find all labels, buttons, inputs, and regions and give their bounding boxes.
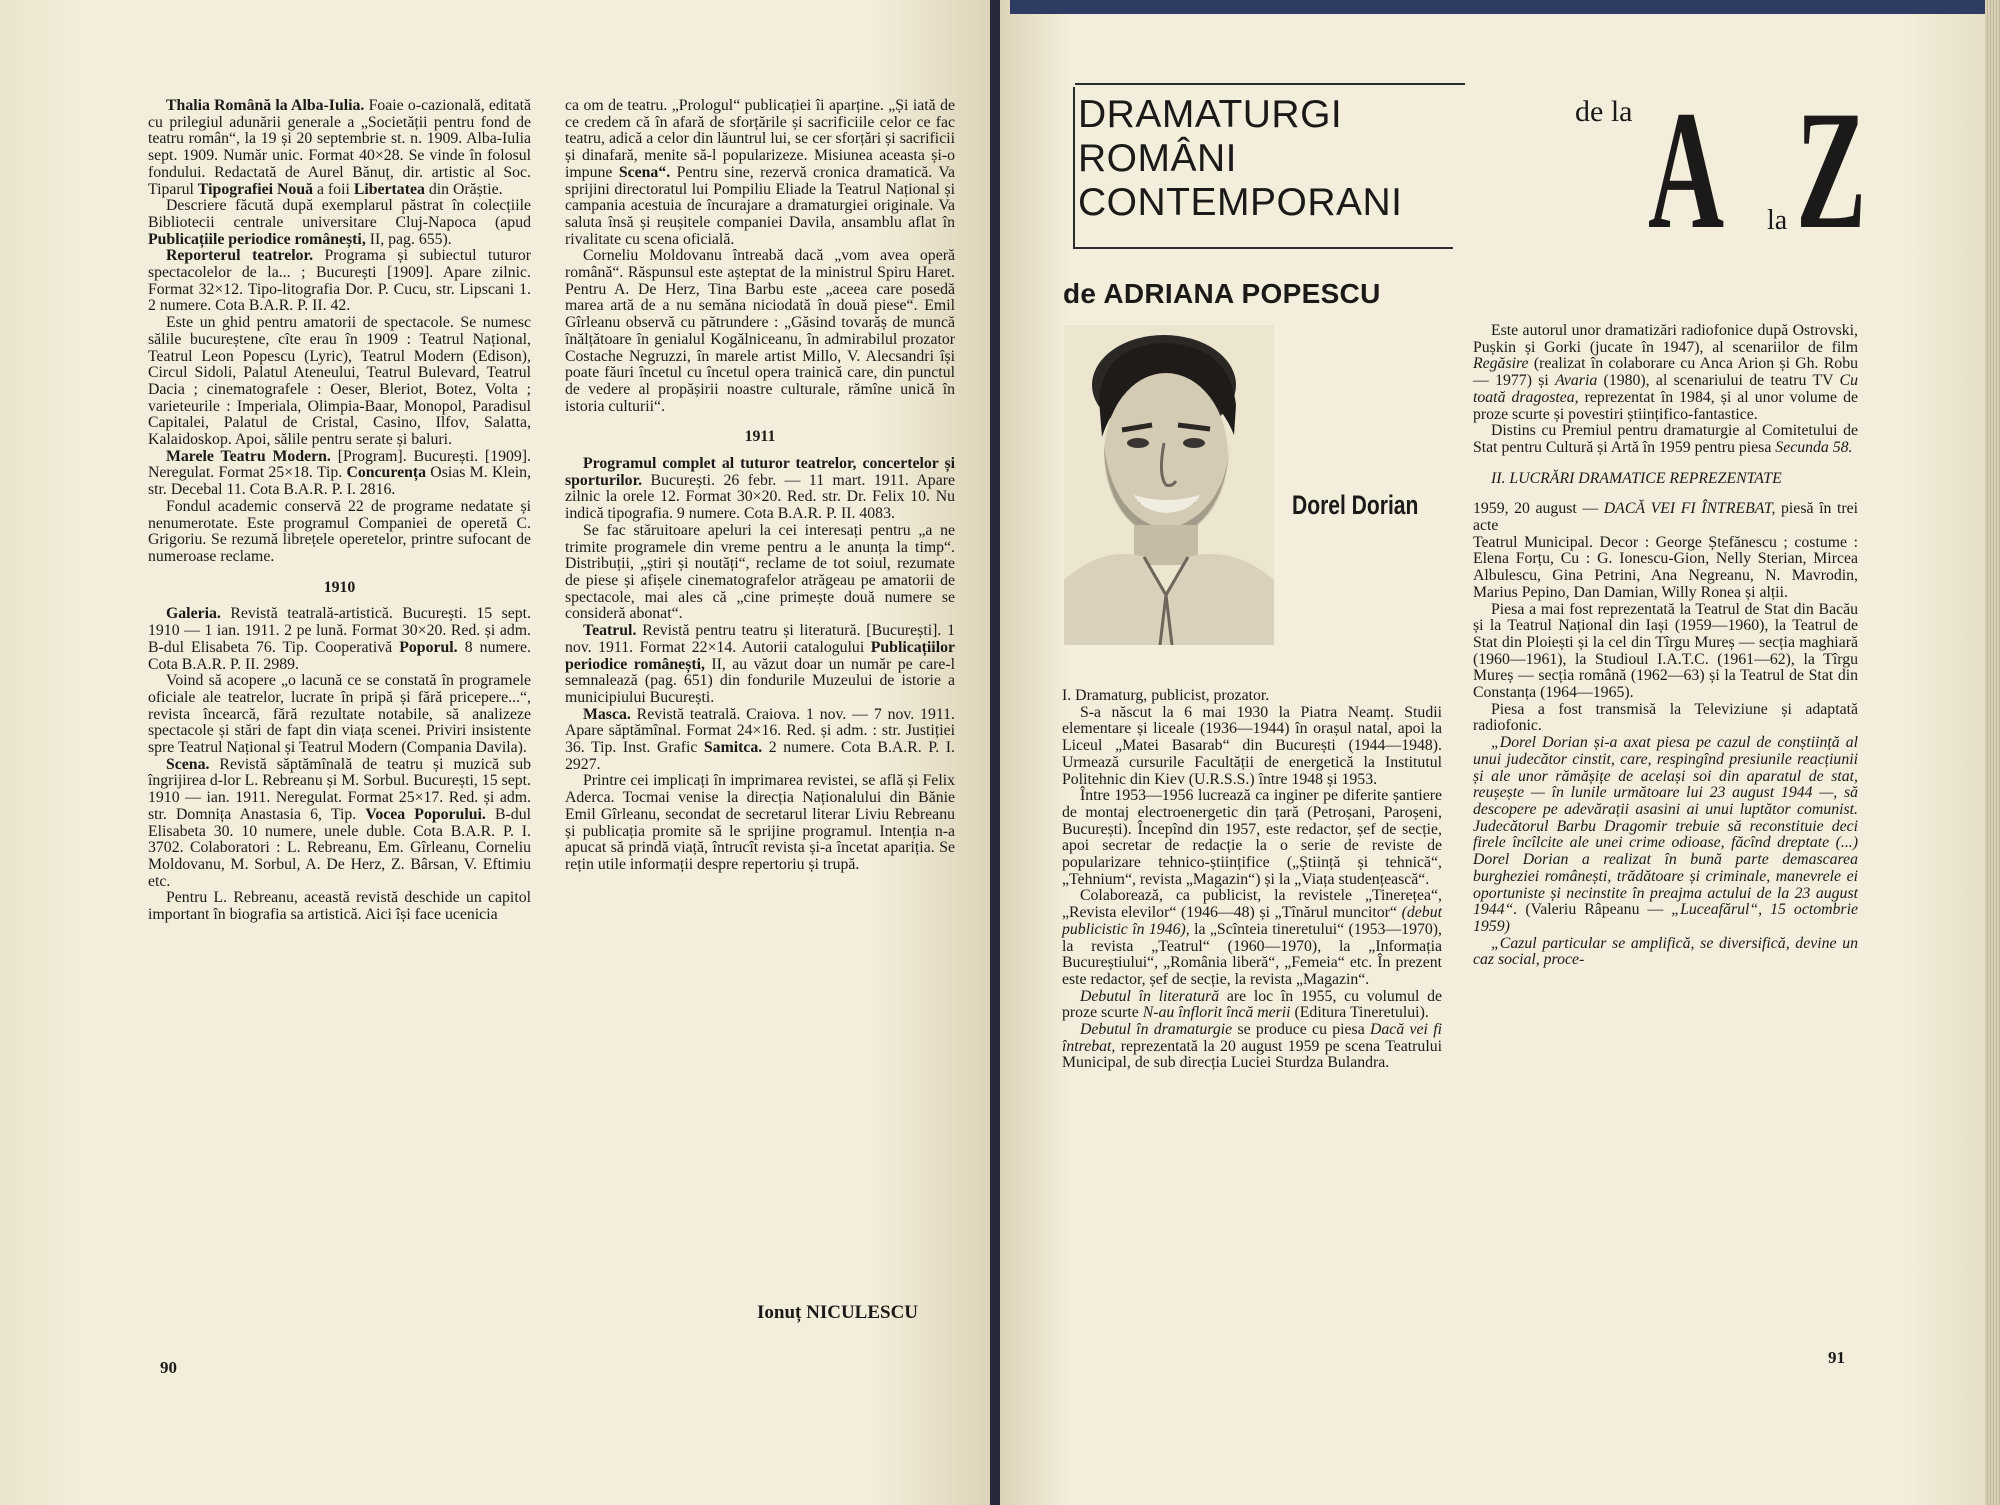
entry-text: reprezentat în 1984, și al unor volume de proze scurte și povestiri științifico-fantastice. (1473, 388, 1858, 423)
entry-text: a foii (313, 180, 354, 198)
entry-title: Marele Teatru Modern. (166, 447, 331, 465)
entry-text: reprezentată la 20 august 1959 pe scena Teatrului Municipal, de sub direcția Luciei Sturdza Bulandra. (1062, 1037, 1442, 1072)
paragraph (565, 98, 955, 248)
paragraph (148, 198, 531, 248)
entry-masca (565, 707, 955, 774)
entry-text: piesă în trei acte (1473, 500, 1858, 535)
title-line: DRAMATURGI (1078, 93, 1343, 136)
entry-text: II, au văzut doar un număr pe care-l semnalează (pag. 651) din fondurile Muzeului de istorie a municipiului București. (565, 655, 956, 706)
entry-text: (Editura Tineretului). (1290, 1004, 1429, 1022)
entry-programul (565, 456, 955, 523)
entry-marele-teatru (148, 449, 531, 499)
entry-title: Galeria. (166, 605, 221, 623)
right-column-1 (1062, 688, 1442, 1072)
entry-text: din Orăștie. (424, 180, 503, 198)
entry-title: Scena. (166, 755, 210, 773)
big-letter-z: Z (1796, 76, 1867, 264)
paragraph: Printre cei implicați în imprimarea revistei, se află și Felix Aderca. Tocmai venise la direcția Naționalului din Bănie Emil Gîrleanu, secondat de secretarul literar Liviu Rebreanu și publicația promite să le sprijine programul. Intenția n-a apucat să prindă viață, întrucît revista și-a încetat apariția. Se rețin utile informații despre repertoriu și trupă. (565, 772, 955, 873)
paragraph: I. Dramaturg, publicist, prozator. (1062, 687, 1270, 704)
paragraph (1473, 423, 1858, 456)
byline: de ADRIANA POPESCU (1063, 278, 1381, 309)
author-photo (1064, 325, 1274, 645)
binding-edge (1010, 0, 1985, 14)
entry-italic: Debutul în dramaturgie (1080, 1021, 1233, 1039)
paragraph (1062, 1022, 1442, 1072)
entry-reporterul (148, 248, 531, 315)
paragraph: S-a născut la 6 mai 1930 la Piatra Neamț. Studii elementare și liceale (1936—1944) în orașul natal, apoi la Liceul „Matei Basarab“ din București (1944—1948). Urmează cursurile Facultății de energetică la Institutul Politehnic din Kiev (U.R.S.S.) între 1948 și 1953. (1062, 703, 1442, 788)
entry-italic: Debutul în literatură (1080, 987, 1220, 1005)
paragraph (1473, 323, 1858, 423)
entry-bold: Publicațiilor periodice românești, (565, 638, 955, 673)
quote-paragraph (1473, 735, 1858, 935)
entry-text: se produce cu piesa (1232, 1021, 1370, 1039)
entry-text: are loc în 1955, cu volumul de proze scurte (1062, 987, 1442, 1022)
entry-title: Masca. (583, 705, 631, 723)
entry-italic: DACĂ VEI FI ÎNTREBAT, (1603, 500, 1776, 518)
title-line: CONTEMPORANI (1078, 181, 1403, 224)
entry-text: Pentru sine, rezervă cronica dramatică. Va sprijini directoratul lui Pompiliu Eliade la Teatrul Național și campania acestuia de încurajare a dramaturgiei originale. Va saluta însă și reușitele companiei Davila, ansamblu aflat în rivalitate cu scena oficială. (565, 163, 955, 248)
entry-text: 8 numere. Cota B.A.R. P. II. 2989. (148, 638, 531, 673)
quote-paragraph (1473, 936, 1858, 969)
page-number-left: 90 (160, 1358, 177, 1377)
year-heading: 1910 (323, 578, 356, 596)
entry-text: Revistă săptămînală de teatru și muzică sub îngrijirea d-lor L. Rebreanu și M. Sorbul. București, 15 sept. 1910 — ian. 1911. Neregulat. Format 25×17. Red. și adm. str. Domnița Anastasia 6, Tip. (148, 755, 531, 823)
paragraph (1062, 888, 1442, 988)
entry-italic: „Luceafărul“, 15 octombrie 1959) (1473, 901, 1858, 935)
book-spine (990, 0, 1000, 1505)
paragraph: Între 1953—1956 lucrează ca inginer pe diferite șantiere de montaj electroenergetic din țară (Petroșani, Paroșeni, București). Începînd din 1957, este redactor, șef de secție, apoi secretar de redacție la o serie de reviste de popularizare tehnico-științifice („Știință și tehnică“, „Tehnium“, revista „Magazin“) și la „Viața studențească“. (1062, 787, 1442, 888)
paragraph: Piesa a fost transmisă la Televiziune și adaptată radiofonic. (1473, 700, 1858, 735)
entry-bold: Libertatea (353, 180, 425, 198)
entry-italic: Dacă vei fi întrebat, (1062, 1021, 1442, 1055)
section-heading: II. LUCRĂRI DRAMATICE REPREZENTATE (1491, 469, 1782, 487)
entry-text: B-dul Elisabeta 30. 10 numere, unele duble. Cota B.A.R. P. I. 3702. Colaboratori : L. Rebreanu, Em. Gîrleanu, Corneliu Moldovanu, M. Sorbul, A. De Herz, Z. Bârsan, V. Eftimiu etc. (148, 805, 531, 890)
entry-text: Foaie o-cazională, editată cu prilegiul adunării generale a „Societății pentru fond de teatru român“, la 19 și 20 septembrie st. n. 1909. Alba-Iulia sept. 1909. Număr unic. Format 40×28. Se vinde în folosul fondului. Redactată de Aurel Bănuț, dir. artistic al Soc. Tiparul (148, 97, 531, 198)
entry-text: Revistă teatrală. Craiova. 1 nov. — 7 nov. 1911. Apare săptămînal. Format 24×16. Red. și adm. : str. Justiției 36. Tip. Inst. Grafic (565, 705, 955, 757)
big-letter-a: A (1648, 76, 1725, 264)
entry-text: (realizat în colaborare cu Anca Arion și Gh. Robu — 1977) și (1473, 355, 1858, 390)
entry-text: la „Scînteia tineretului“ (1953—1970), la revista „Teatrul“ (1960—1970), la „Informația Bucureștiului“, „România liberă“, „Femeia“ etc. În prezent este redactor, șef de secție, la revista „Magazin“. (1062, 920, 1442, 988)
entry-italic: Cu toată dragostea, (1473, 372, 1858, 406)
entry-italic: „Cazul particular se amplifică, se diversifică, devine un caz social, proce- (1473, 934, 1858, 969)
title-line: ROMÂNI (1078, 137, 1237, 180)
entry-text: 1959, 20 august — (1473, 500, 1604, 518)
entry-text: ca om de teatru. „Prologul“ publicației îi aparține. „Și iată de ce credem că în afară de sforțările și sacrificiile celor ce fac teatru, adică a celor din lăuntrul lui, se cer sforțări și sacrificii și dinafară, menite să-l popularizeze. Misiunea aceasta și-o impune (565, 97, 955, 181)
entry-teatrul (565, 623, 955, 707)
paragraph: Fondul academic conservă 22 de programe nedatate și nenumerotate. Este programul Companiei de operetă C. Grigoriu. Se rezumă librețele operetelor, printre sufocant de numeroase reclame. (148, 497, 531, 565)
spacer (1473, 457, 1858, 471)
entry-italic: „Dorel Dorian și-a axat piesa pe cazul de conștiință al unui judecător cinstit, care, respingînd presiunile reacțiunii și ale unor rămășițe de același soi din aparatul de stat, reușește — în lunile următoare lui 23 august 1944 —, să descopere pe adevărații asasini ai unui luptător comunist. Judecătorul Barbu Dragomir trebuie să reconstituie deci firele încîlcite ale unei crime odioase, făcînd dreptate (...) Dorel Dorian a realizat în bună parte demascarea burgheziei românești, trădătoare și criminale, manevrele ei oportuniste și necinstite în preajma actului de la 23 august 1944“. (1473, 734, 1858, 919)
entry-bold: Publicațiile periodice românești, (148, 230, 366, 248)
photo-caption: Dorel Dorian (1292, 490, 1419, 520)
series-title (1073, 87, 1453, 249)
entry-bold: Vocea Poporului. (365, 805, 486, 823)
entry-title: Programul complet al tuturor teatrelor, concertelor și sporturilor. (565, 455, 955, 489)
paragraph: Se fac stăruitoare apeluri la cei interesați pentru „a ne trimite programele din vreme pentru a le anunța la timp“. Distribuții, „știri și noutăți“, reclame de tot soiul, rezumate de piese și afișele cinematografelor atrăgeau pe amatorii de spectacole, mai ales că „cine primește două numere se consideră abonat“. (565, 521, 955, 623)
paragraph: Este un ghid pentru amatorii de spectacole. Se numesc sălile bucureștene, cîte erau în 1909 : Teatrul Național, Teatrul Leon Popescu (Lyric), Teatrul Modern (Edison), Circul Sidoli, Palatul Ateneului, Teatrul Bulevard, Teatrul Dacia ; cinematografele : Oeser, Bleriot, Botez, Volta ; varieteurile : Imperiala, Olimpia-Baar, Monopol, Paradisul Capitalei, Palatul de Cristal, Casino, Ilfov, Salatta, Kalaidoskop. Apoi, sălile pentru serate și baluri. (148, 314, 531, 449)
paragraph: Pentru L. Rebreanu, această revistă deschide un capitol important în biografia sa artistică. Aici își face ucenicia (148, 889, 531, 924)
entry-text: (1980), al scenariului de teatru TV (1597, 372, 1840, 390)
entry-text: [Program]. București. [1909]. Neregulat. Format 25×18. Tip. (148, 447, 531, 482)
page-number-right: 91 (1828, 1348, 1845, 1367)
entry-thalia (148, 98, 531, 198)
entry-text: Este autorul unor dramatizări radiofonice după Ostrovski, Pușkin și Gorki (jucate în 1947), al scenariilor de film (1473, 322, 1858, 356)
left-column-1 (148, 98, 531, 924)
entry-text: Osias M. Klein, str. Decebal 11. Cota B.A.R. P. I. 2816. (148, 464, 531, 499)
portrait-illustration (1064, 325, 1274, 645)
entry-text: Descriere făcută după exemplarul păstrat în colecțiile Bibliotecii centrale universitare Cluj-Napoca (apud (148, 197, 531, 231)
paragraph (1062, 989, 1442, 1022)
entry-bold: Poporul. (399, 638, 458, 656)
title-rule (1075, 83, 1465, 85)
entry-italic: Regăsire (1473, 355, 1529, 373)
paragraph (1473, 501, 1858, 534)
entry-italic: Avaria (1555, 372, 1598, 390)
left-page (0, 0, 990, 1505)
entry-text: Colaborează, ca publicist, la revistele „Tinerețea“, „Revista elevilor“ (1946—48) și „Tînărul muncitor“ (1062, 887, 1442, 922)
entry-text: Distins cu Premiul pentru dramaturgie al Comitetului de Stat pentru Cultură și Artă în 1959 pentru piesa (1473, 422, 1858, 456)
entry-title: Teatrul. (583, 622, 637, 640)
entry-italic: N-au înflorit încă merii (1142, 1004, 1291, 1022)
entry-text: Revistă teatrală-artistică. București. 15 sept. 1910 — 1 ian. 1911. 2 pe lună. Format 30×20. Red. și adm. B-dul Elisabeta 76. Tip. Cooperativă (148, 605, 531, 656)
entry-text: (Valeriu Râpeanu — (1517, 901, 1672, 919)
entry-text: București. 26 febr. — 11 mart. 1911. Apare zilnic la orele 12. Format 30×20. Red. str. Dr. Felix 10. Nu indică tipografia. 9 numere. Cota B.A.R. P. II. 4083. (565, 471, 955, 523)
entry-scena (148, 757, 531, 891)
entry-galeria (148, 606, 531, 673)
left-column-2 (565, 98, 955, 874)
entry-title: Reporterul teatrelor. (166, 247, 314, 265)
entry-text: 2 numere. Cota B.A.R. P. I. 2927. (565, 739, 955, 773)
year-heading: 1911 (744, 428, 776, 446)
entry-bold: Scena“. (618, 163, 671, 181)
la-text: la (1767, 205, 1788, 236)
entry-bold: Concurența (346, 464, 427, 482)
paragraph: Voind să acopere „o lacună ce se constată în programele oficiale ale teatrelor, lucrate în pripă și fără pricepere...“, revista încearcă, fără rezultate notabile, să analizeze spectacole și stări de fapt din viața scenei. Priviri insistente spre Teatrul Național și Teatrul Modern (Compania Davila). (148, 672, 531, 757)
entry-italic: Secunda 58. (1775, 438, 1853, 456)
paragraph: Corneliu Moldovanu întreabă dacă „vom avea operă română“. Răspunsul este așteptat de la ministrul Spiru Haret. Pentru A. De Herz, Tina Barbu este „aceea care posedă marea artă de a nu semăna niciodată în două piese“. Emil Gîrleanu observă cu pătrundere : „Găsind tovarăș de muncă înălțătoare în genialul Kogălniceanu, în admirabilul prozator Costache Negruzzi, în marele artist Millo, V. Alecsandri își poate făuri încetul cu încetul opera trainică care, din punctul de vedere al propășirii noastre culturale, rămîne unică în istoria culturii“. (565, 247, 955, 415)
paragraph: Teatrul Municipal. Decor : George Ștefănescu ; costume : Elena Forțu, Cu : G. Ionescu-Gion, Nelly Sterian, Mircea Albulescu, Gina Petrini, Ana Negreanu, N. Mavrodin, Marius Pepino, Dan Damian, Willy Ronea și alții. (1473, 533, 1858, 601)
right-column-2 (1473, 323, 1858, 969)
entry-italic: (debut publicistic în 1946), (1062, 904, 1442, 938)
entry-title: Thalia Română la Alba-Iulia. (166, 97, 365, 114)
author-signature: Ionuț NICULESCU (757, 1302, 919, 1323)
de-la-text: de la (1575, 95, 1633, 128)
entry-text: Revistă pentru teatru și literatură. [București]. 1 nov. 1911. Format 22×14. Autorii catalogului (565, 622, 955, 656)
page-edges (1985, 0, 2000, 1505)
entry-bold: Samitca. (703, 739, 763, 757)
paragraph: Piesa a mai fost reprezentată la Teatrul de Stat din Bacău și la Teatrul Național din Iași (1959—1960), la Teatrul de Stat din Ploiești și la cel din Tîrgu Mureș — secția maghiară (1960—1961), la Studioul I.A.T.C. (1961—62), la Tîrgu Mureș — secția română (1962—63) și la Teatrul de Stat din Constanța (1964—1965). (1473, 600, 1858, 702)
entry-bold: Tipografiei Nouă (197, 180, 314, 198)
entry-text: II, pag. 655). (365, 230, 452, 248)
entry-text: Programa și subiectul tuturor spectacolelor de la... ; București [1909]. Apare zilnic. Format 32×12. Tipo-litografia Dor. P. Cucu, str. Lipscani 1. 2 numere. Cota B.A.R. P. II. 42. (148, 247, 531, 315)
